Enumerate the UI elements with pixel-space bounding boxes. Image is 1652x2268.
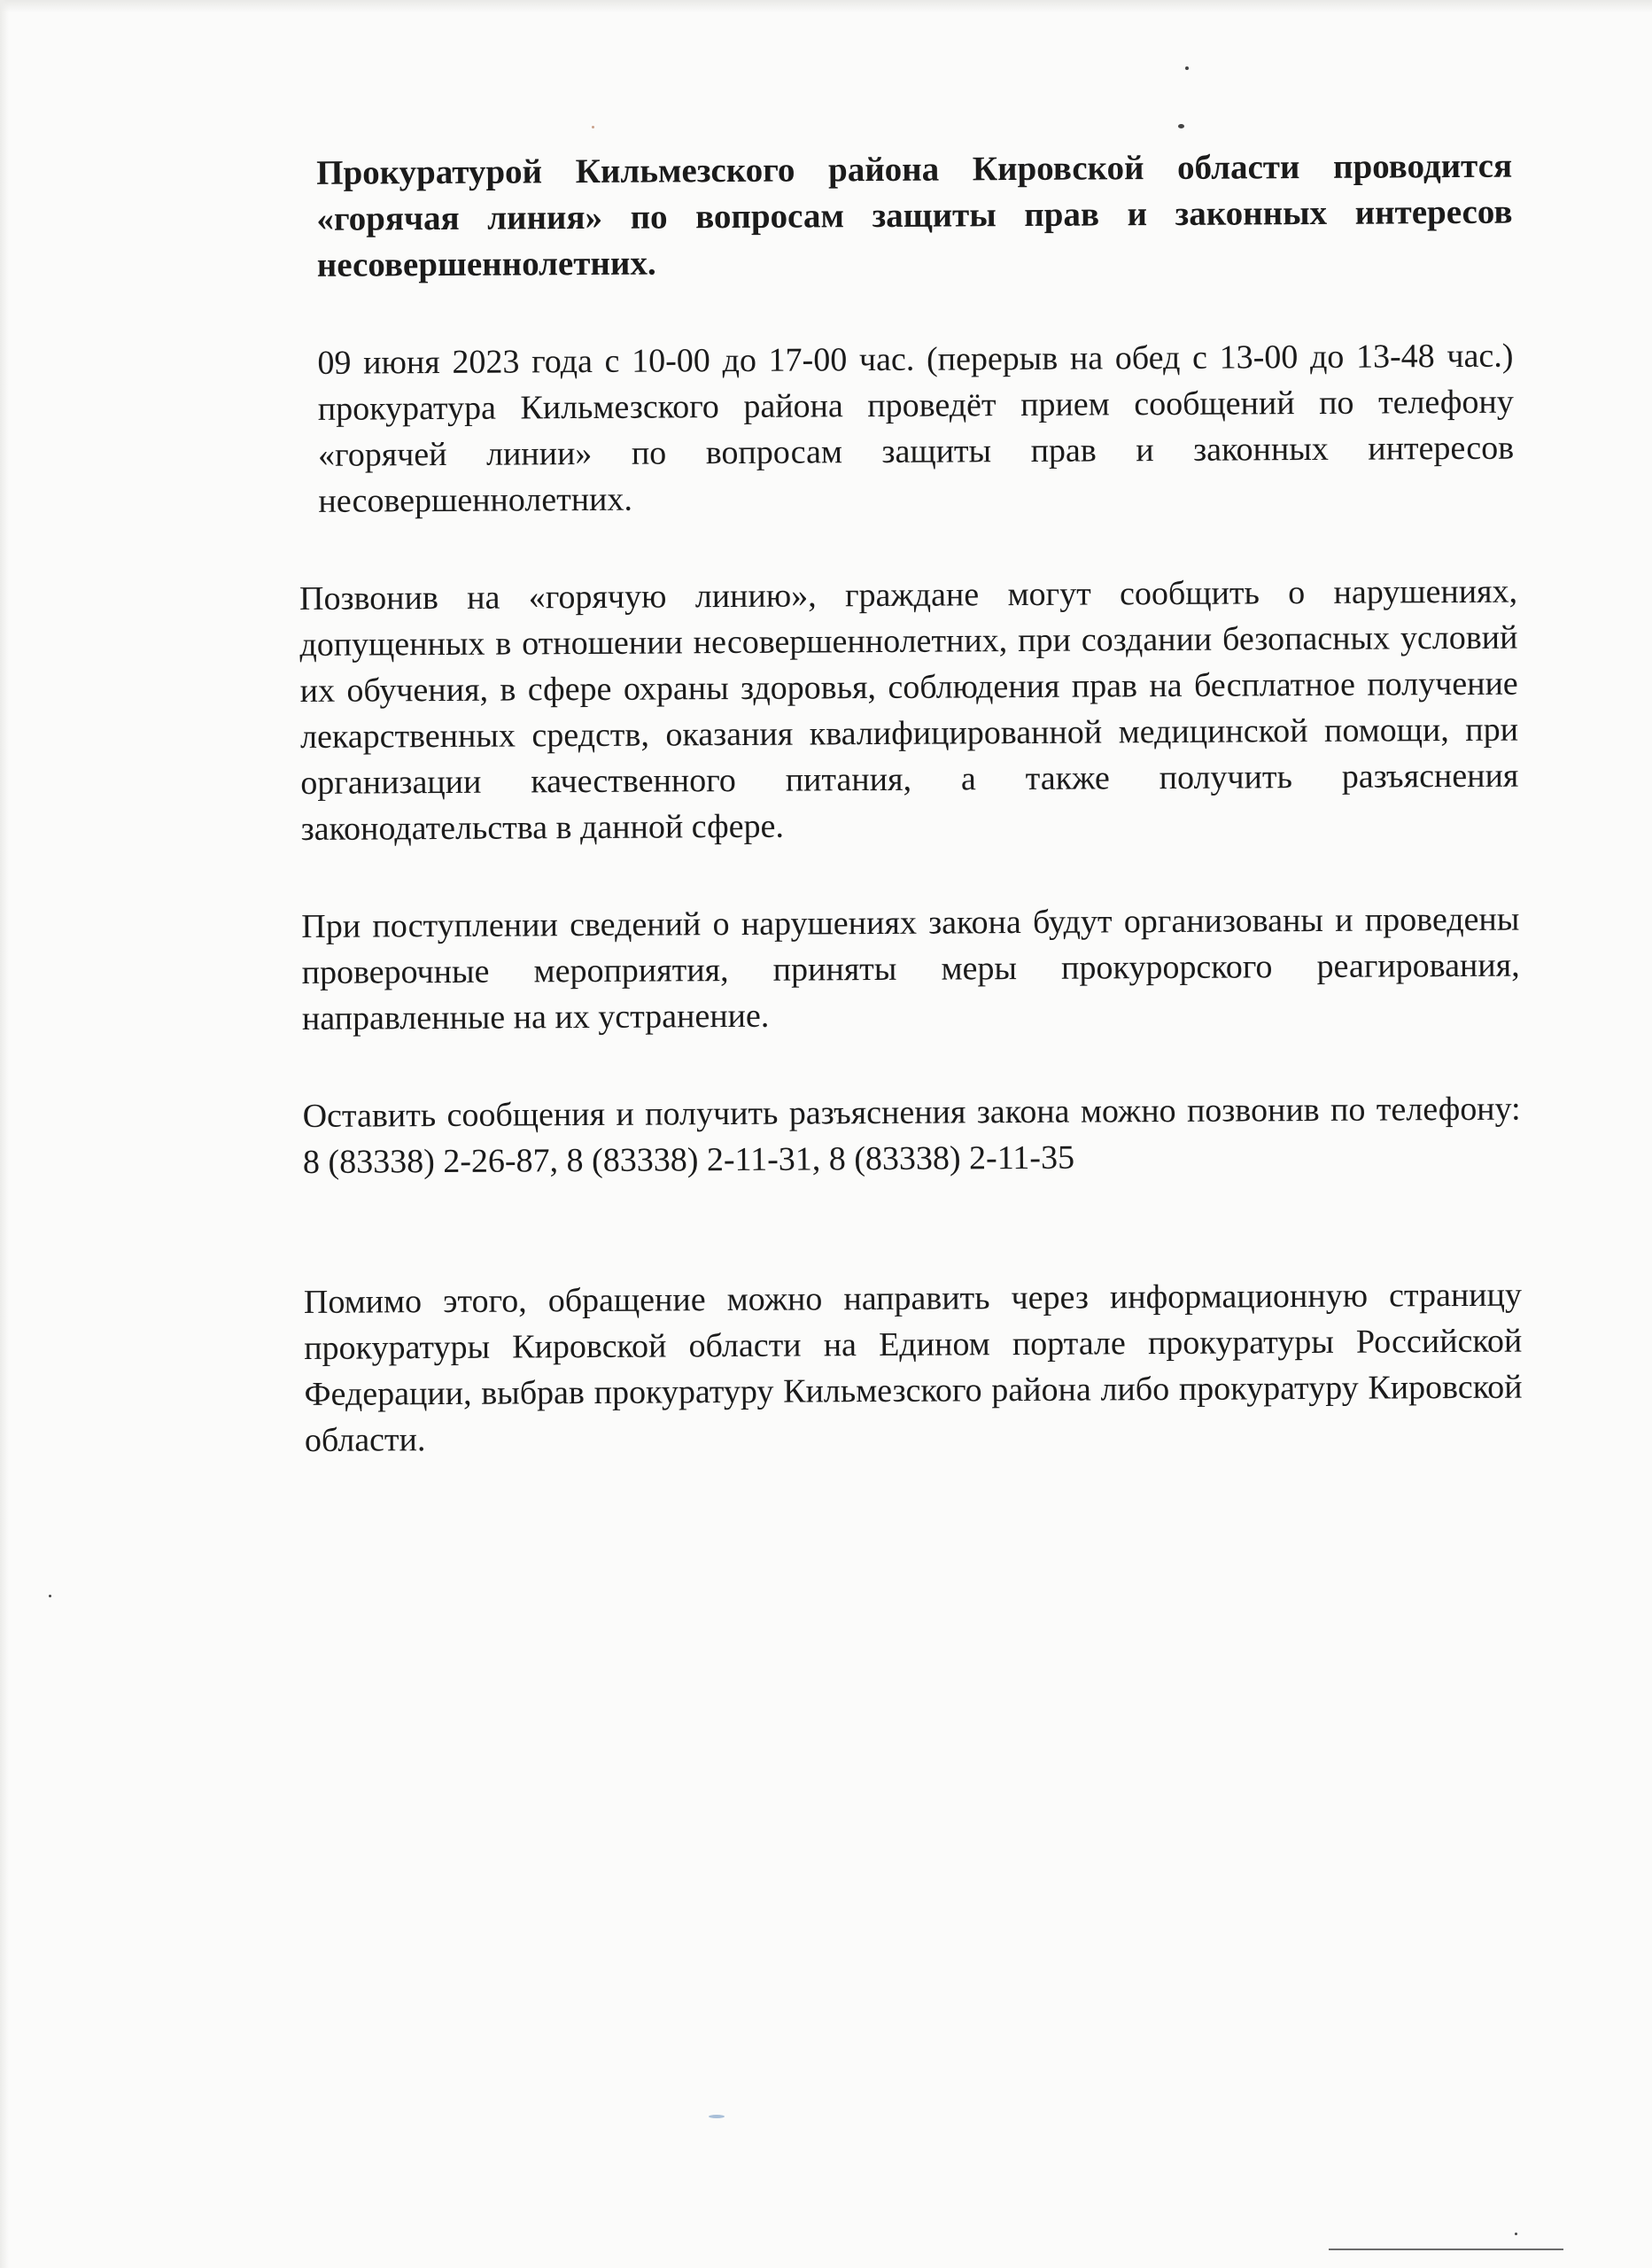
inspection-paragraph: При поступлении сведений о нарушениях закона будут организованы и проведены проверочные мероприятия, приняты меры прокурорского реагирования, направленные на их устранение. (301, 900, 1520, 1037)
scan-speck (709, 2115, 725, 2118)
scan-speck (1178, 124, 1184, 128)
scan-speck (49, 1595, 51, 1597)
hotline-topics-paragraph: Позвонив на «горячую линию», граждане могут сообщить о нарушениях, допущенных в отношении несовершеннолетних, при создании безопасных условий их обучения, в сфере охраны здоровья, соблюдения прав на бесплатное получение лекарственных средств, оказания квалифицированной медицинской помощи, при организации качественного питания, а также получить разъяснения законодательства в данной сфере. (299, 572, 1519, 848)
online-portal-paragraph: Помимо этого, обращение можно направить через информационную страницу прокуратуры Кировской области на Едином портале прокуратуры Российской Федерации, выбрав прокуратуру Кильмезского района либо прокуратуру Кировской области. (303, 1276, 1523, 1459)
bottom-rule (1329, 2249, 1563, 2250)
scan-speck (592, 126, 594, 128)
scan-speck (1185, 66, 1189, 70)
scan-edge-top (0, 0, 1652, 12)
hotline-date-paragraph: 09 июня 2023 года с 10-00 до 17-00 час. (перерыв на обед с 13-00 до 13-48 час.) прокуратура Кильмезского района проведёт прием сообщений по телефону «горячей линии» по вопросам защиты прав и законных интересов несовершеннолетних. (317, 337, 1515, 520)
document-body (297, 144, 1523, 1515)
phone-numbers-paragraph: Оставить сообщения и получить разъяснения закона можно позвонив по телефону: 8 (83338) 2-26-87, 8 (83338) 2-11-31, 8 (83338) 2-11-35 (302, 1090, 1521, 1181)
document-heading: Прокуратурой Кильмезского района Кировской области проводится «горячая линия» по вопросам защиты прав и законных интересов несовершеннолетних. (316, 146, 1513, 284)
scan-speck (1515, 2233, 1517, 2235)
scan-edge-left (0, 0, 9, 2268)
